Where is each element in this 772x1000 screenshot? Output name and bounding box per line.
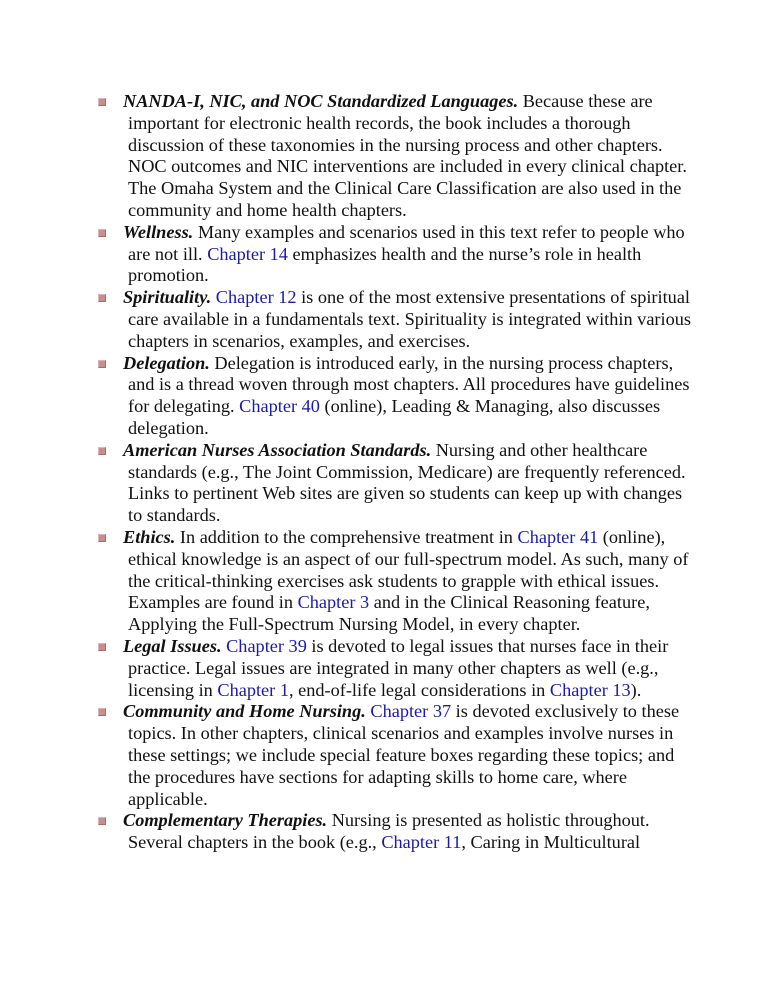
square-bullet-icon (98, 534, 106, 542)
item-body: and in the Clinical Reasoning feature, Applying the Full-Spectrum Nursing Model, in every chapter. (128, 592, 650, 635)
item-term: Community and Home Nursing. (123, 701, 366, 722)
item-body: Delegation is introduced early, in the nursing process chapters, and is a thread woven through most chapters. All procedures have guidelines for delegating. (128, 352, 690, 417)
item-body: (online), Leading & Managing, also discusses delegation. (128, 396, 661, 438)
item-body: Because these are important for electronic health records, the book includes a thorough discussion of these taxonomies in the nursing process and other chapters. NOC outcomes and NIC interventions are included in every clinical chapter. The Omaha System and the Clinical Care Classification are also used in the community and home health chapters. (128, 91, 687, 220)
item-body: Nursing and other healthcare standards (e.g., The Joint Commission, Medicare) are frequently referenced. Links to pertinent Web sites are given so students can keep up with changes to standards. (128, 439, 686, 526)
item-body: In addition to the comprehensive treatment in (175, 526, 518, 547)
chapter-12-link[interactable]: Chapter 12 (215, 287, 297, 308)
item-term: Complementary Therapies. (123, 810, 328, 831)
item-body: is devoted exclusively to these topics. In other chapters, clinical scenarios and examples involve nurses in these settings; we include special feature boxes regarding these topics; and the procedures have sections for adapting skills to home care, where applicable. (128, 701, 680, 809)
item-term: Spirituality. (123, 287, 212, 308)
feature-bullet-list (96, 91, 696, 854)
item-term: Wellness. (123, 221, 194, 242)
square-bullet-icon (98, 360, 106, 368)
square-bullet-icon (98, 817, 106, 825)
list-item-text (123, 701, 696, 810)
list-item-nanda (96, 91, 696, 222)
item-term: American Nurses Association Standards. (123, 439, 432, 460)
list-item-community-home-nursing (96, 701, 696, 810)
list-item-legal-issues (96, 636, 696, 701)
chapter-3-link[interactable]: Chapter 3 (297, 592, 370, 613)
list-item-text (123, 810, 696, 854)
item-body: , Caring in Multicultural (461, 832, 641, 853)
list-item-text (123, 353, 696, 440)
chapter-14-link[interactable]: Chapter 14 (207, 243, 288, 264)
chapter-37-link[interactable]: Chapter 37 (370, 701, 452, 722)
item-body: , end-of-life legal considerations in (288, 679, 550, 700)
list-item-delegation (96, 353, 696, 440)
chapter-1-link[interactable]: Chapter 1 (217, 679, 289, 700)
square-bullet-icon (98, 447, 106, 455)
list-item-spirituality (96, 287, 696, 352)
item-term: Ethics. (123, 526, 176, 547)
item-term: Delegation. (123, 352, 210, 373)
list-item-text (123, 222, 696, 287)
item-term: NANDA-I, NIC, and NOC Standardized Languages. (123, 91, 519, 111)
list-item-wellness (96, 222, 696, 287)
list-item-text (123, 91, 696, 222)
chapter-39-link[interactable]: Chapter 39 (226, 635, 307, 656)
item-term: Legal Issues. (123, 635, 222, 656)
chapter-40-link[interactable]: Chapter 40 (239, 396, 320, 417)
chapter-41-link[interactable]: Chapter 41 (517, 526, 599, 547)
item-body: Many examples and scenarios used in this text refer to people who are not ill. (128, 221, 685, 264)
list-item-text (123, 636, 696, 701)
list-item-complementary-therapies (96, 810, 696, 854)
list-item-ana-standards (96, 440, 696, 527)
square-bullet-icon (98, 643, 106, 651)
item-body: Nursing is presented as holistic throughout. Several chapters in the book (e.g., (128, 810, 650, 853)
item-body: emphasizes health and the nurse’s role in health promotion. (128, 243, 642, 286)
chapter-11-link[interactable]: Chapter 11 (381, 832, 462, 853)
item-body: (online), ethical knowledge is an aspect of our full-spectrum model. As such, many of the critical-thinking exercises ask students to grapple with ethical issues. Examples are found in (128, 526, 689, 613)
square-bullet-icon (98, 98, 106, 106)
item-body: is one of the most extensive presentations of spiritual care available in a fundamentals text. Spirituality is integrated within various chapters in scenarios, examples, and exercises. (128, 287, 691, 351)
list-item-ethics (96, 527, 696, 636)
square-bullet-icon (98, 294, 106, 302)
list-item-text (123, 287, 696, 352)
item-body: ). (630, 679, 642, 700)
item-body: is devoted to legal issues that nurses face in their practice. Legal issues are integrated in many other chapters as well (e.g., licensing in (128, 635, 669, 700)
list-item-text (123, 527, 696, 636)
square-bullet-icon (98, 229, 106, 237)
square-bullet-icon (98, 708, 106, 716)
chapter-13-link[interactable]: Chapter 13 (549, 679, 631, 700)
list-item-text (123, 440, 696, 527)
